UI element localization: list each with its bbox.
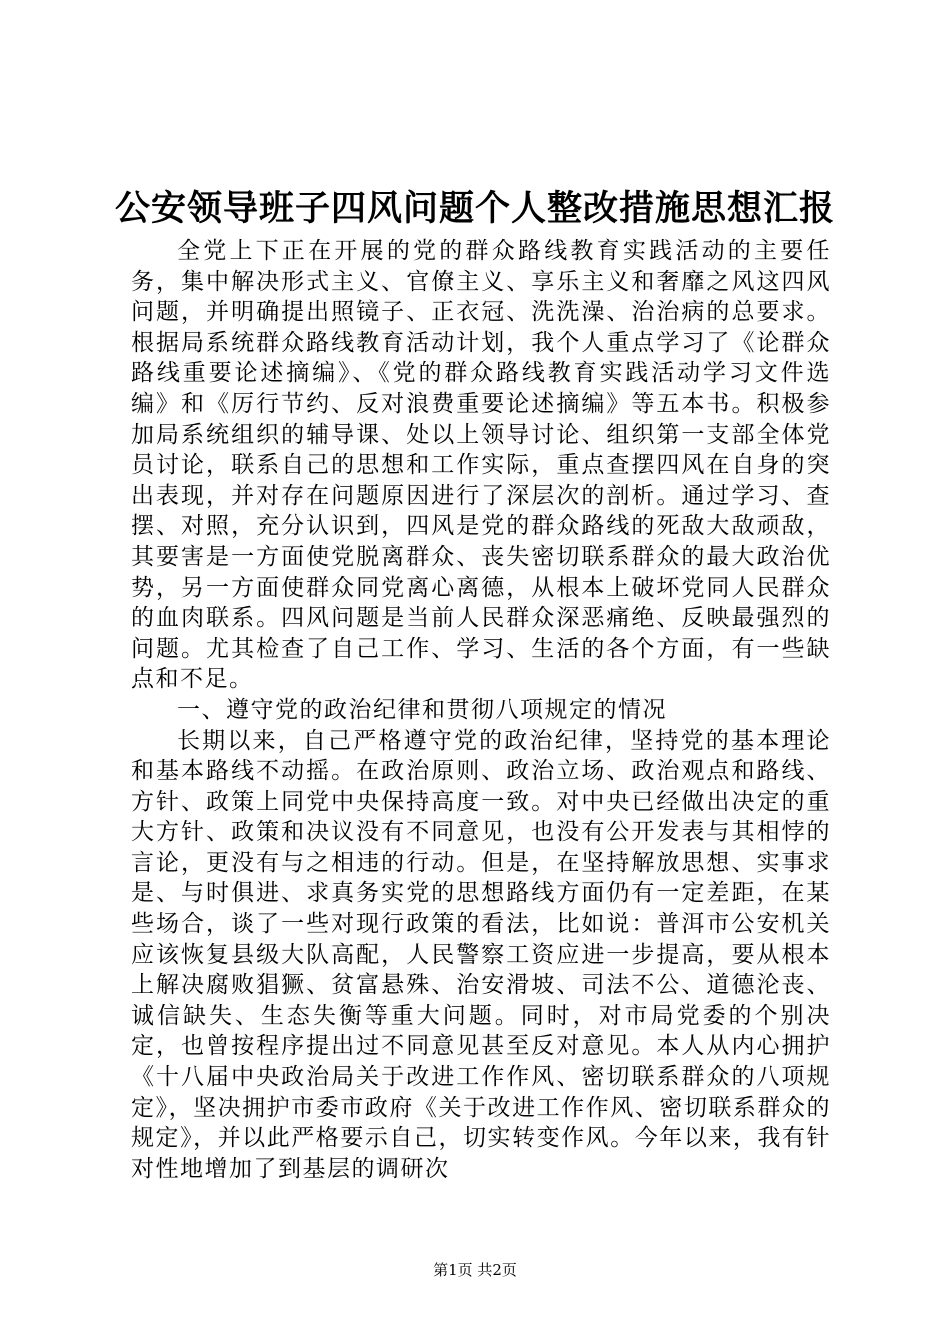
document-title: 公安领导班子四风问题个人整改措施思想汇报 (114, 189, 835, 229)
section-paragraph: 长期以来，自己严格遵守党的政治纪律，坚持党的基本理论和基本路线不动摇。在政治原则、政治立场、政治观点和路线、方针、政策上同党中央保持高度一致。对中央已经做出决定的重大方针、政策和决议没有不同意见，也没有公开发表与其相悖的言论，更没有与之相违的行动。但是，在坚持解放思想、实事求是、与时俱进、求真务实党的思想路线方面仍有一定差距，在某些场合，谈了一些对现行政策的看法，比如说：普洱市公安机关应该恢复县级大队高配，人民警察工资应进一步提高，要从根本上解决腐败猖獗、贫富悬殊、治安滑坡、司法不公、道德沦丧、诚信缺失、生态失衡等重大问题。同时，对市局党委的个别决定，也曾按程序提出过不同意见甚至反对意见。本人从内心拥护《十八届中央政治局关于改进工作作风、密切联系群众的八项规定》，坚决拥护市委市政府《关于改进工作作风、密切联系群众的规定》，并以此严格要示自己，切实转变作风。今年以来，我有针对性地增加了到基层的调研次 (131, 727, 831, 1182)
document-body (131, 236, 831, 1184)
section-heading: 一、遵守党的政治纪律和贯彻八项规定的情况 (177, 696, 667, 723)
page-number-footer: 第1页 共2页 (433, 1261, 517, 1279)
intro-paragraph: 全党上下正在开展的党的群众路线教育实践活动的主要任务，集中解决形式主义、官僚主义、享乐主义和奢靡之风这四风问题，并明确提出照镜子、正衣冠、洗洗澡、治治病的总要求。根据局系统群众路线教育活动计划，我个人重点学习了《论群众路线重要论述摘编》、《党的群众路线教育实践活动学习文件选编》和《厉行节约、反对浪费重要论述摘编》等五本书。积极参加局系统组织的辅导课、处以上领导讨论、组织第一支部全体党员讨论，联系自己的思想和工作实际，重点查摆四风在自身的突出表现，并对存在问题原因进行了深层次的剖析。通过学习、查摆、对照，充分认识到，四风是党的群众路线的死敌大敌顽敌，其要害是一方面使党脱离群众、丧失密切联系群众的最大政治优势，另一方面使群众同党离心离德，从根本上破坏党同人民群众的血肉联系。四风问题是当前人民群众深恶痛绝、反映最强烈的问题。尤其检查了自己工作、学习、生活的各个方面，有一些缺点和不足。 (131, 238, 831, 693)
